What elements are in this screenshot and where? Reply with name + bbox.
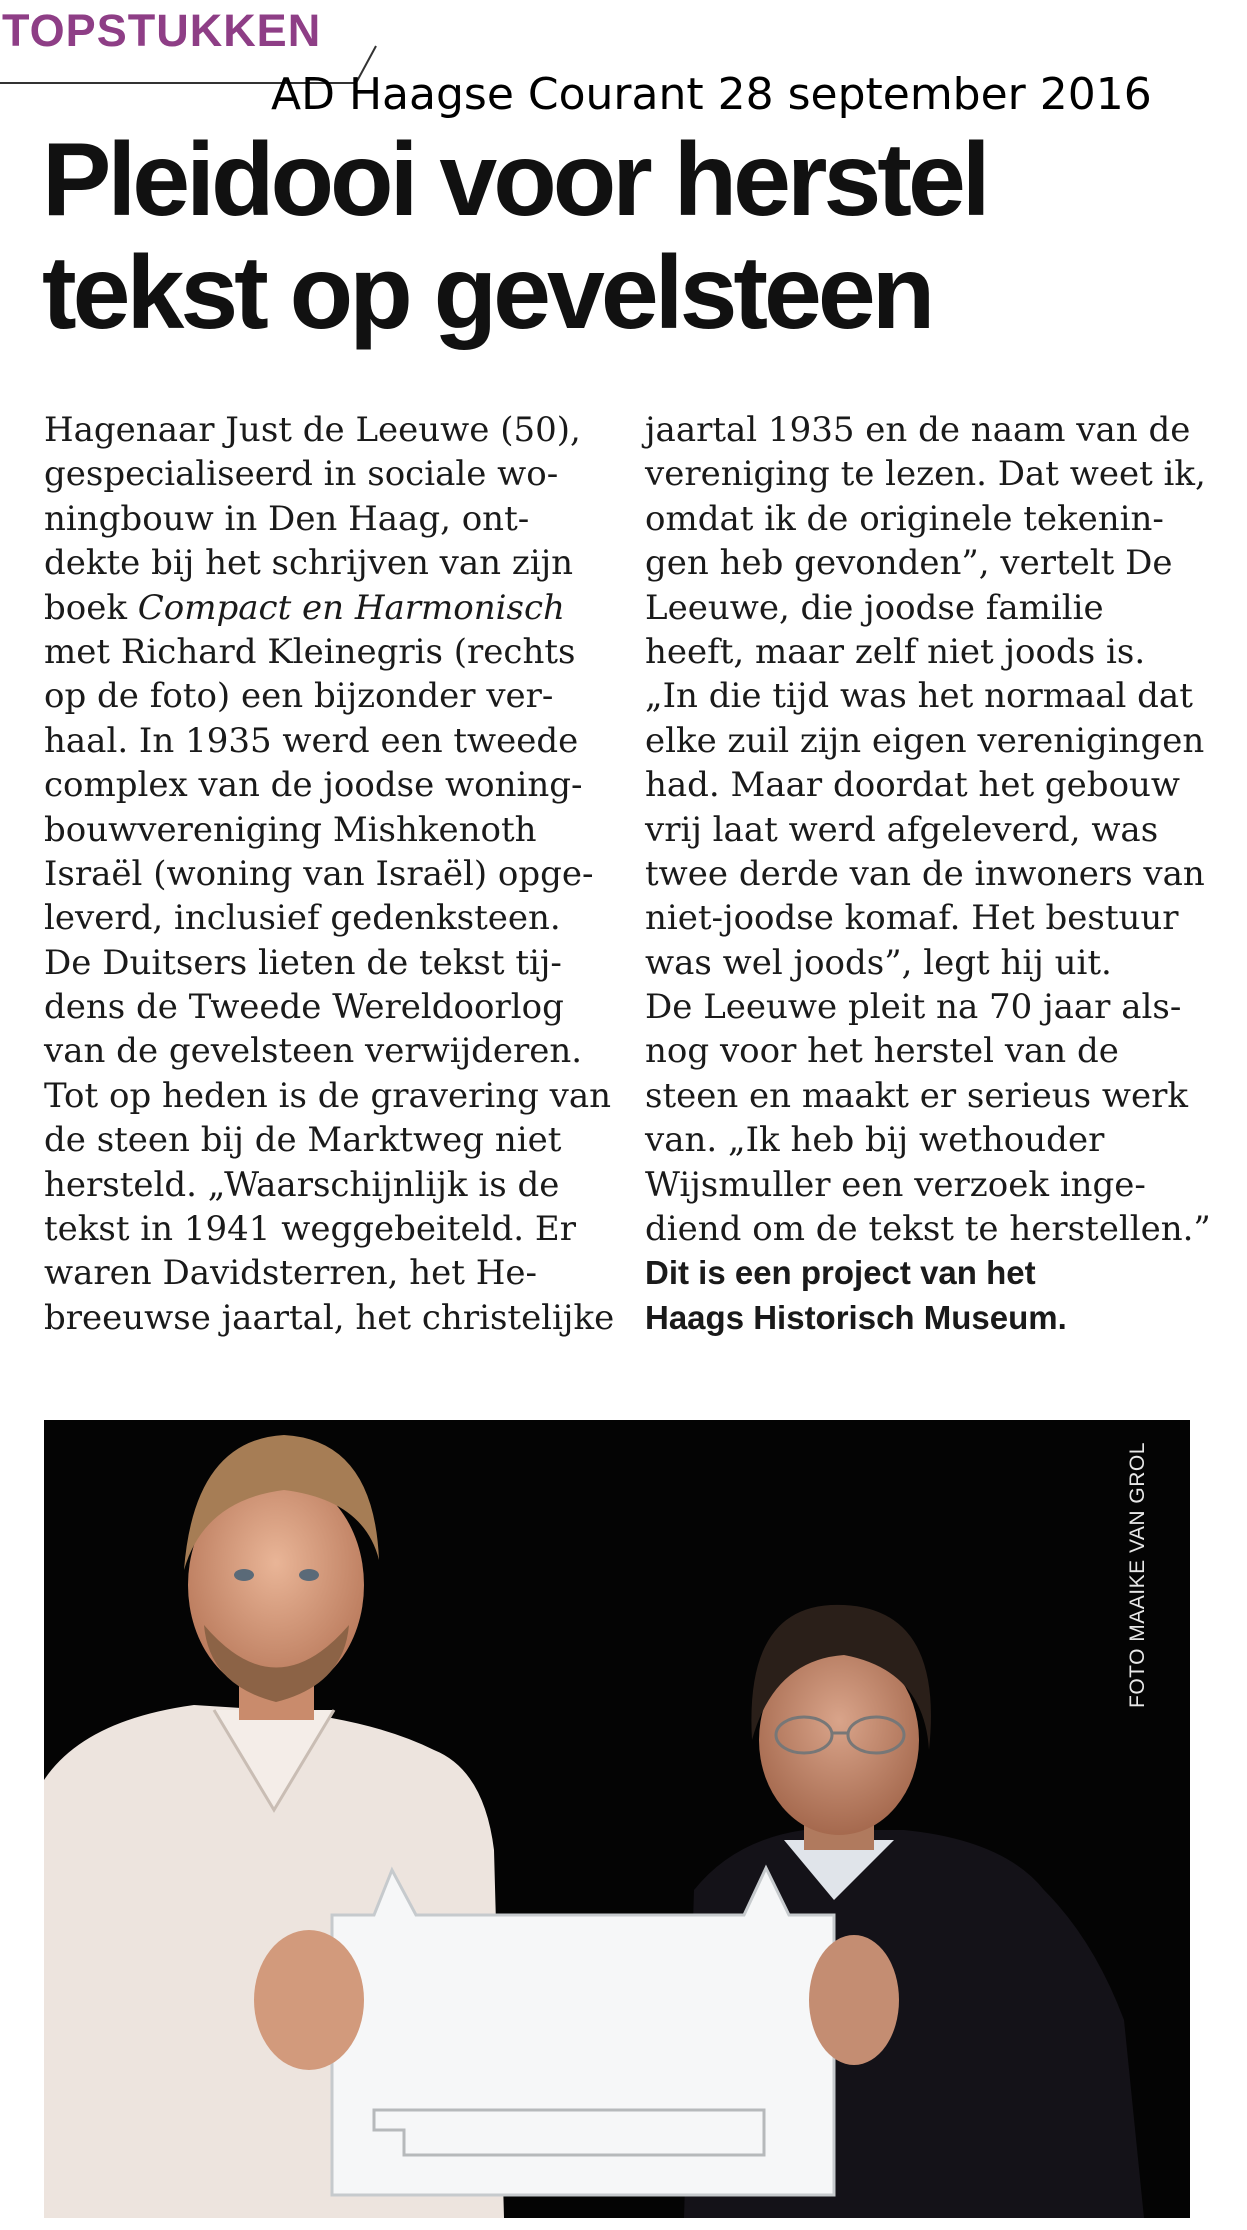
body-line: vereniging te lezen. Dat weet ik, bbox=[645, 454, 1206, 495]
body-line: had. Maar doordat het gebouw bbox=[645, 765, 1181, 806]
body-column-right bbox=[645, 408, 1225, 1340]
body-line: dens de Tweede Wereldoorlog bbox=[44, 987, 564, 1028]
body-line: haal. In 1935 werd een tweede bbox=[44, 720, 579, 761]
body-line: omdat ik de originele tekenin- bbox=[645, 498, 1164, 539]
headline bbox=[42, 124, 1232, 350]
body-line: Leeuwe, die joodse familie bbox=[645, 587, 1104, 628]
body-line: Tot op heden is de gravering van bbox=[44, 1075, 612, 1116]
body-line: ningbouw in Den Haag, ont- bbox=[44, 498, 530, 539]
body-line: elke zuil zijn eigen verenigingen bbox=[645, 720, 1205, 761]
body-line: Hagenaar Just de Leeuwe (50), bbox=[44, 410, 581, 450]
body-line: tekst in 1941 weggebeiteld. Er bbox=[44, 1209, 576, 1250]
body-line: „In die tijd was het normaal dat bbox=[645, 676, 1193, 717]
body-line: De Leeuwe pleit na 70 jaar als- bbox=[645, 987, 1182, 1028]
article-photo bbox=[44, 1420, 1190, 2218]
plaque-template bbox=[332, 1868, 834, 2195]
body-line: Israël (woning van Israël) opge- bbox=[44, 853, 594, 894]
headline-line-2: tekst op gevelsteen bbox=[42, 235, 932, 351]
body-line: de steen bij de Marktweg niet bbox=[44, 1120, 562, 1161]
body-line: bouwvereniging Mishkenoth bbox=[44, 809, 537, 850]
body-line: heeft, maar zelf niet joods is. bbox=[645, 631, 1146, 672]
body-line: hersteld. „Waarschijnlijk is de bbox=[44, 1164, 560, 1205]
book-title: Compact en Harmonisch bbox=[137, 587, 565, 628]
body-line: dekte bij het schrijven van zijn bbox=[44, 543, 574, 584]
left-hand bbox=[254, 1930, 364, 2070]
body-line: gespecialiseerd in sociale wo- bbox=[44, 454, 559, 495]
body-line: van. „Ik heb bij wethouder bbox=[645, 1120, 1105, 1161]
body-column-left bbox=[44, 408, 624, 1340]
body-line: gen heb gevonden”, vertelt De bbox=[645, 543, 1173, 584]
headline-line-1: Pleidooi voor herstel bbox=[42, 122, 987, 238]
body-line: was wel joods”, legt hij uit. bbox=[645, 942, 1112, 983]
body-line: waren Davidsterren, het He- bbox=[44, 1253, 537, 1294]
body-text: boek bbox=[44, 587, 138, 628]
body-line: jaartal 1935 en de naam van de bbox=[645, 410, 1191, 450]
body-line: De Duitsers lieten de tekst tij- bbox=[44, 942, 562, 983]
museum-credit-line: Haags Historisch Museum. bbox=[645, 1298, 1067, 1336]
body-line: op de foto) een bijzonder ver- bbox=[44, 676, 554, 717]
photo-credit: FOTO MAAIKE VAN GROL bbox=[1126, 1442, 1149, 1708]
photo-illustration bbox=[44, 1420, 1190, 2218]
right-hand bbox=[809, 1935, 899, 2065]
body-line: met Richard Kleinegris (rechts bbox=[44, 631, 576, 672]
body-line: van de gevelsteen verwijderen. bbox=[44, 1031, 583, 1072]
body-line: vrij laat werd afgeleverd, was bbox=[645, 809, 1159, 850]
body-line: steen en maakt er serieus werk bbox=[645, 1075, 1188, 1116]
body-line: Wijsmuller een verzoek inge- bbox=[645, 1164, 1146, 1205]
body-line: diend om de tekst te herstellen.” bbox=[645, 1209, 1211, 1250]
section-kicker: TOPSTUKKEN bbox=[2, 5, 322, 56]
body-line: nog voor het herstel van de bbox=[645, 1031, 1119, 1072]
body-line: complex van de joodse woning- bbox=[44, 765, 583, 806]
body-line: niet-joodse komaf. Het bestuur bbox=[645, 898, 1179, 939]
source-line: AD Haagse Courant 28 september 2016 bbox=[271, 69, 1152, 120]
body-line bbox=[44, 586, 624, 630]
body-line: twee derde van de inwoners van bbox=[645, 853, 1205, 894]
body-line: leverd, inclusief gedenksteen. bbox=[44, 898, 561, 939]
museum-credit-line: Dit is een project van het bbox=[645, 1254, 1036, 1292]
body-line: breeuwse jaartal, het christelijke bbox=[44, 1297, 615, 1338]
